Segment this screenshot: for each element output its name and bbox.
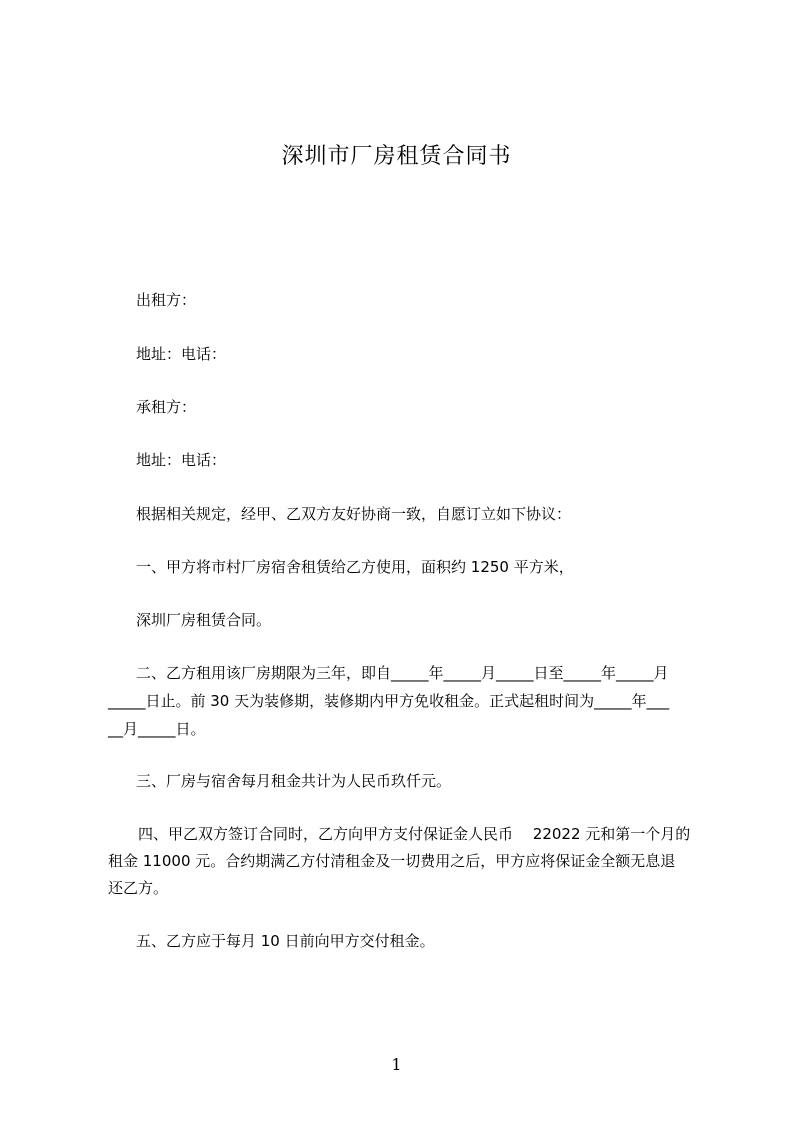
lessor-contact: 地址：电话： [136, 345, 227, 363]
clause-1-paragraph: 一、甲方将市村厂房宿舍租赁给乙方使用，面积约 1250 平方米， [136, 558, 574, 576]
page-number: 1 [391, 1055, 402, 1074]
lessee-label: 承租方： [136, 398, 197, 416]
preamble-paragraph: 根据相关规定，经甲、乙双方友好协商一致，自愿订立如下协议： [136, 505, 572, 523]
note-paragraph: 深圳厂房租赁合同。 [136, 611, 272, 629]
lessee-contact: 地址：电话： [136, 451, 227, 469]
lessor-label: 出租方： [136, 291, 197, 309]
clause-4-line: 租金 11000 元。合约期满乙方付清租金及一切费用之后，甲方应将保证金全额无息退 [108, 852, 676, 870]
clause-3-paragraph: 三、厂房与宿舍每月租金共计为人民币玖仟元。 [136, 772, 452, 790]
clause-2-line: __月_____日。 [108, 720, 206, 738]
clause-4-line: 四、甲乙双方签订合同时，乙方向甲方支付保证金人民币 22022 元和第一个月的 [138, 825, 691, 843]
document-title: 深圳市厂房租赁合同书 [281, 144, 512, 169]
clause-2-line: _____日止。前 30 天为装修期，装修期内甲方免收租金。正式起租时间为_____年___ [108, 692, 670, 710]
clause-4-line: 还乙方。 [108, 879, 169, 897]
clause-2-line: 二、乙方租用该厂房期限为三年，即自_____年_____月_____日至_____年_____月 [136, 664, 669, 682]
clause-5-paragraph: 五、乙方应于每月 10 日前向甲方交付租金。 [136, 932, 435, 950]
